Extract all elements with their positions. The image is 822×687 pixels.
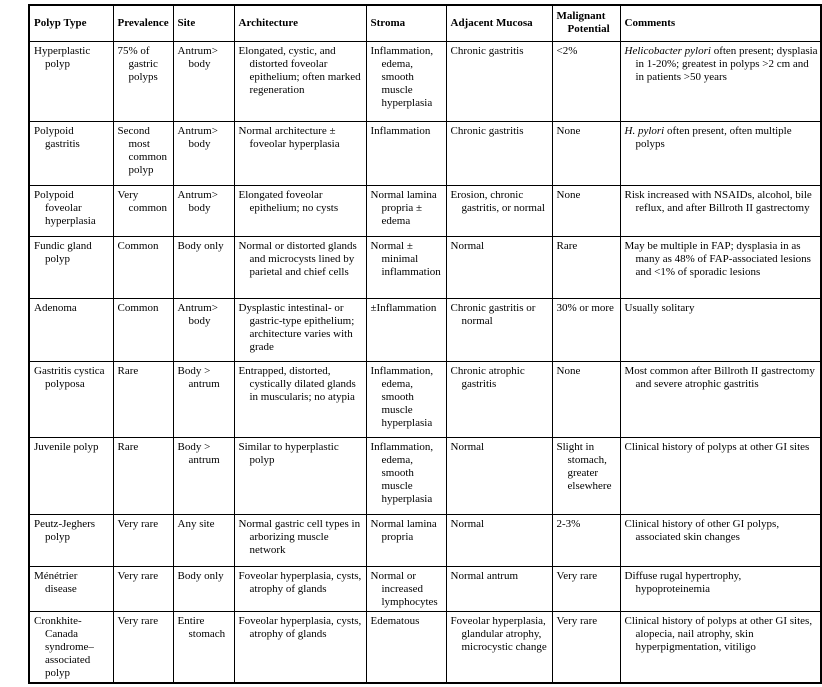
cell-comments: [620, 298, 821, 361]
cell-adjacent-mucosa-text: Normal: [450, 440, 485, 453]
cell-site-text: Body > antrum: [177, 440, 220, 466]
cell-stroma: [366, 361, 446, 437]
cell-polyp-type-text: Polypoid foveolar hyperplasia: [34, 188, 96, 227]
cell-comments-content: [625, 240, 819, 279]
cell-comments: [620, 121, 821, 185]
cell-site-text: Antrum> body: [177, 44, 218, 70]
comments-text: Most common after Billroth II gastrectomy and severe atrophic gastritis: [624, 364, 815, 390]
cell-adjacent-mucosa: [446, 121, 552, 185]
cell-adjacent-mucosa-text: Erosion, chronic gastritis, or normal: [450, 188, 545, 214]
polyp-table-body: [29, 41, 821, 683]
cell-adjacent-mucosa-text: Chronic atrophic gastritis: [450, 364, 525, 390]
cell-polyp-type: [29, 41, 113, 121]
cell-stroma-text: Normal lamina propria ± edema: [370, 188, 437, 227]
cell-adjacent-mucosa: [446, 185, 552, 236]
cell-malignant-potential: [552, 236, 620, 298]
cell-architecture: [234, 121, 366, 185]
cell-adjacent-mucosa-text: Chronic gastritis or normal: [450, 301, 536, 327]
cell-site-text: Body only: [177, 569, 224, 582]
cell-malignant-potential-text: 2-3%: [556, 517, 581, 530]
cell-polyp-type-text: Hyperplastic polyp: [34, 44, 91, 70]
cell-comments-content: [625, 518, 819, 544]
cell-site: [173, 566, 234, 611]
cell-polyp-type: [29, 121, 113, 185]
cell-architecture: [234, 298, 366, 361]
column-header-label: Comments: [624, 16, 676, 29]
cell-stroma-text: Normal ± minimal inflammation: [370, 239, 441, 278]
cell-malignant-potential-text: Very rare: [556, 569, 598, 582]
cell-malignant-potential-text: None: [556, 188, 581, 201]
cell-comments: [620, 566, 821, 611]
cell-stroma-text: ±Inflammation: [370, 301, 437, 314]
cell-site-text: Body > antrum: [177, 364, 220, 390]
table-row: [29, 611, 821, 683]
table-row: [29, 437, 821, 514]
cell-comments: [620, 514, 821, 566]
cell-polyp-type-text: Cronkhite-Canada syndrome–associated polyp: [34, 614, 94, 679]
column-header-malignant-potential: [552, 5, 620, 41]
comments-text: Clinical history of polyps at other GI sites, alopecia, nail atrophy, skin hyperpigmentation, vitiligo: [624, 614, 813, 653]
table-row: [29, 298, 821, 361]
cell-architecture: [234, 185, 366, 236]
comments-italic-text: Helicobacter pylori: [624, 44, 711, 57]
cell-architecture-text: Similar to hyperplastic polyp: [238, 440, 339, 466]
cell-adjacent-mucosa: [446, 566, 552, 611]
table-row: [29, 514, 821, 566]
cell-malignant-potential: [552, 514, 620, 566]
cell-stroma-text: Inflammation, edema, smooth muscle hyperplasia: [370, 440, 434, 505]
cell-malignant-potential: [552, 566, 620, 611]
cell-polyp-type: [29, 361, 113, 437]
cell-architecture-text: Foveolar hyperplasia, cysts, atrophy of glands: [238, 569, 362, 595]
cell-adjacent-mucosa-text: Normal: [450, 239, 485, 252]
cell-prevalence: [113, 611, 173, 683]
comments-text: Usually solitary: [624, 301, 695, 314]
cell-site: [173, 298, 234, 361]
cell-stroma-text: Inflammation, edema, smooth muscle hyperplasia: [370, 364, 434, 429]
cell-architecture-text: Normal gastric cell types in arborizing muscle network: [238, 517, 361, 556]
cell-prevalence-text: Second most common polyp: [117, 124, 167, 176]
cell-stroma: [366, 236, 446, 298]
cell-polyp-type: [29, 514, 113, 566]
cell-prevalence: [113, 41, 173, 121]
cell-malignant-potential-text: Slight in stomach, greater elsewhere: [556, 440, 612, 492]
cell-architecture: [234, 41, 366, 121]
column-header-prevalence: [113, 5, 173, 41]
column-header-comments: [620, 5, 821, 41]
cell-architecture-text: Dysplastic intestinal- or gastric-type epithelium; architecture varies with grade: [238, 301, 355, 353]
cell-site-text: Body only: [177, 239, 224, 252]
cell-prevalence-text: Common: [117, 301, 159, 314]
cell-malignant-potential: [552, 361, 620, 437]
table-row: [29, 41, 821, 121]
column-header-label: Site: [177, 16, 196, 29]
cell-site-text: Antrum> body: [177, 301, 218, 327]
cell-adjacent-mucosa-text: Foveolar hyperplasia, glandular atrophy, microcystic change: [450, 614, 547, 653]
column-header-label: Malignant Potential: [556, 10, 610, 36]
cell-adjacent-mucosa-text: Chronic gastritis: [450, 44, 524, 57]
cell-malignant-potential: [552, 437, 620, 514]
cell-stroma-text: Normal or increased lymphocytes: [370, 569, 438, 608]
cell-malignant-potential-text: Very rare: [556, 614, 598, 627]
cell-architecture-text: Normal architecture ± foveolar hyperplasia: [238, 124, 340, 150]
cell-prevalence-text: 75% of gastric polyps: [117, 44, 158, 83]
cell-prevalence-text: Rare: [117, 440, 139, 453]
cell-polyp-type-text: Adenoma: [34, 301, 77, 314]
column-header-stroma: [366, 5, 446, 41]
cell-malignant-potential-text: None: [556, 124, 581, 137]
cell-stroma-text: Edematous: [370, 614, 420, 627]
comments-text: Clinical history of other GI polyps, associated skin changes: [624, 517, 780, 543]
cell-site: [173, 437, 234, 514]
column-header-adjacent-mucosa: [446, 5, 552, 41]
cell-polyp-type-text: Ménétrier disease: [34, 569, 78, 595]
cell-adjacent-mucosa: [446, 41, 552, 121]
cell-adjacent-mucosa: [446, 236, 552, 298]
cell-prevalence: [113, 514, 173, 566]
cell-architecture-text: Normal or distorted glands and microcysts lined by parietal and chief cells: [238, 239, 357, 278]
cell-polyp-type: [29, 611, 113, 683]
table-row: [29, 566, 821, 611]
cell-prevalence-text: Common: [117, 239, 159, 252]
cell-stroma-text: Inflammation, edema, smooth muscle hyperplasia: [370, 44, 434, 109]
cell-prevalence: [113, 185, 173, 236]
cell-architecture: [234, 437, 366, 514]
cell-adjacent-mucosa: [446, 514, 552, 566]
cell-malignant-potential: [552, 298, 620, 361]
cell-stroma: [366, 611, 446, 683]
cell-comments-content: [625, 441, 819, 454]
cell-comments: [620, 611, 821, 683]
column-header-architecture: [234, 5, 366, 41]
cell-comments-content: [625, 45, 819, 84]
cell-comments-content: [625, 125, 819, 151]
cell-stroma-text: Inflammation: [370, 124, 431, 137]
cell-polyp-type-text: Gastritis cystica polyposa: [34, 364, 105, 390]
cell-prevalence: [113, 361, 173, 437]
cell-polyp-type: [29, 185, 113, 236]
comments-text: Clinical history of polyps at other GI sites: [624, 440, 810, 453]
cell-polyp-type: [29, 437, 113, 514]
cell-polyp-type-text: Peutz-Jeghers polyp: [34, 517, 96, 543]
comments-text: often present, often multiple polyps: [635, 124, 792, 150]
cell-architecture: [234, 236, 366, 298]
cell-comments: [620, 185, 821, 236]
cell-malignant-potential: [552, 121, 620, 185]
cell-adjacent-mucosa-text: Normal antrum: [450, 569, 519, 582]
comments-text: Diffuse rugal hypertrophy, hypoproteinemia: [624, 569, 742, 595]
cell-site: [173, 611, 234, 683]
cell-polyp-type-text: Fundic gland polyp: [34, 239, 92, 265]
gastric-polyps-table: [28, 4, 822, 684]
column-header-label: Polyp Type: [34, 16, 87, 29]
cell-malignant-potential-text: None: [556, 364, 581, 377]
cell-prevalence-text: Rare: [117, 364, 139, 377]
cell-prevalence-text: Very rare: [117, 614, 159, 627]
cell-comments-content: [625, 365, 819, 391]
cell-site-text: Antrum> body: [177, 188, 218, 214]
cell-stroma: [366, 121, 446, 185]
cell-architecture-text: Elongated, cystic, and distorted foveolar epithelium; often marked regeneration: [238, 44, 361, 96]
cell-adjacent-mucosa-text: Chronic gastritis: [450, 124, 524, 137]
cell-prevalence: [113, 298, 173, 361]
cell-malignant-potential-text: Rare: [556, 239, 578, 252]
cell-prevalence: [113, 437, 173, 514]
column-header-label: Prevalence: [117, 16, 169, 29]
cell-malignant-potential: [552, 185, 620, 236]
cell-prevalence-text: Very common: [117, 188, 167, 214]
cell-malignant-potential-text: 30% or more: [556, 301, 614, 314]
cell-stroma: [366, 298, 446, 361]
comments-italic-text: H. pylori: [624, 124, 665, 137]
cell-prevalence-text: Very rare: [117, 569, 159, 582]
cell-stroma: [366, 566, 446, 611]
cell-stroma: [366, 185, 446, 236]
cell-prevalence-text: Very rare: [117, 517, 159, 530]
cell-architecture: [234, 361, 366, 437]
cell-site-text: Entire stomach: [177, 614, 226, 640]
cell-adjacent-mucosa: [446, 437, 552, 514]
header-row: [29, 5, 821, 41]
cell-architecture: [234, 566, 366, 611]
cell-stroma: [366, 437, 446, 514]
cell-architecture-text: Entrapped, distorted, cystically dilated glands in muscularis; no atypia: [238, 364, 356, 403]
cell-malignant-potential: [552, 41, 620, 121]
table-row: [29, 121, 821, 185]
column-header-site: [173, 5, 234, 41]
cell-stroma: [366, 514, 446, 566]
cell-polyp-type-text: Polypoid gastritis: [34, 124, 80, 150]
table-row: [29, 236, 821, 298]
column-header-label: Architecture: [238, 16, 298, 29]
comments-text: May be multiple in FAP; dysplasia in as many as 48% of FAP-associated lesions and <1% of sporadic lesions: [624, 239, 811, 278]
cell-architecture-text: Elongated foveolar epithelium; no cysts: [238, 188, 339, 214]
cell-comments-content: [625, 570, 819, 596]
cell-malignant-potential: [552, 611, 620, 683]
cell-adjacent-mucosa-text: Normal: [450, 517, 485, 530]
cell-comments-content: [625, 189, 819, 215]
cell-architecture-text: Foveolar hyperplasia, cysts, atrophy of glands: [238, 614, 362, 640]
cell-polyp-type: [29, 566, 113, 611]
cell-site: [173, 236, 234, 298]
cell-polyp-type: [29, 236, 113, 298]
column-header-label: Stroma: [370, 16, 406, 29]
cell-polyp-type: [29, 298, 113, 361]
cell-architecture: [234, 611, 366, 683]
cell-comments-content: [625, 302, 819, 315]
cell-prevalence: [113, 121, 173, 185]
column-header-label: Adjacent Mucosa: [450, 16, 533, 29]
cell-comments-content: [625, 615, 819, 654]
cell-comments: [620, 437, 821, 514]
cell-site: [173, 361, 234, 437]
cell-adjacent-mucosa: [446, 611, 552, 683]
cell-prevalence: [113, 566, 173, 611]
comments-text: Risk increased with NSAIDs, alcohol, bile reflux, and after Billroth II gastrectomy: [624, 188, 812, 214]
cell-site: [173, 41, 234, 121]
cell-comments: [620, 361, 821, 437]
cell-comments: [620, 41, 821, 121]
cell-architecture: [234, 514, 366, 566]
cell-stroma: [366, 41, 446, 121]
cell-polyp-type-text: Juvenile polyp: [34, 440, 99, 453]
cell-site-text: Antrum> body: [177, 124, 218, 150]
cell-site: [173, 185, 234, 236]
cell-adjacent-mucosa: [446, 298, 552, 361]
cell-comments: [620, 236, 821, 298]
cell-site: [173, 121, 234, 185]
table-row: [29, 185, 821, 236]
cell-malignant-potential-text: <2%: [556, 44, 578, 57]
comments-text: often present; dysplasia in 1-20%; greatest in polyps >2 cm and in patients >50 years: [635, 44, 818, 83]
column-header-polyp-type: [29, 5, 113, 41]
cell-prevalence: [113, 236, 173, 298]
cell-adjacent-mucosa: [446, 361, 552, 437]
table-row: [29, 361, 821, 437]
cell-site: [173, 514, 234, 566]
cell-site-text: Any site: [177, 517, 215, 530]
cell-stroma-text: Normal lamina propria: [370, 517, 437, 543]
